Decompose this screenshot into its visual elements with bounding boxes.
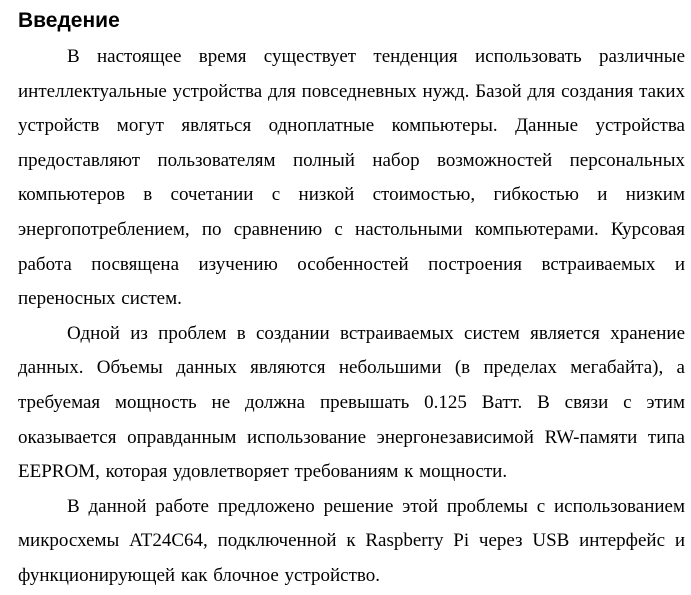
paragraph-solution: В данной работе предложено решение этой проблемы с использованием микросхемы AT24C64, подключенной к Raspberry Pi через USB интерфейс и функционирующей как блочное устройство. xyxy=(18,495,685,586)
section-heading: Введение xyxy=(18,9,120,32)
paragraph-intro: В настоящее время существует тенденция использовать различные интеллектуальные устройства для повседневных нужд. Базой для создания таких устройств могут являться одноплатные компьютеры. Данные устройства предоставляют пользователям полный набор возможностей персональных компьютеров в сочетании с низкой стоимостью, гибкостью и низким энергопотреблением, по сравнению с настольными компьютерами. Курсовая работа посвящена изучению особенностей построения встраиваемых и переносных систем. xyxy=(18,46,685,310)
paragraph-problem: Одной из проблем в создании встраиваемых систем является хранение данных. Объемы данных являются небольшими (в пределах мегабайта), а требуемая мощность не должна превышать 0.125 Ватт. В связи с этим оказывается оправданным использование энергонезависимой RW-памяти типа EEPROM, которая удовлетворяет требованиям к мощности. xyxy=(18,322,685,483)
